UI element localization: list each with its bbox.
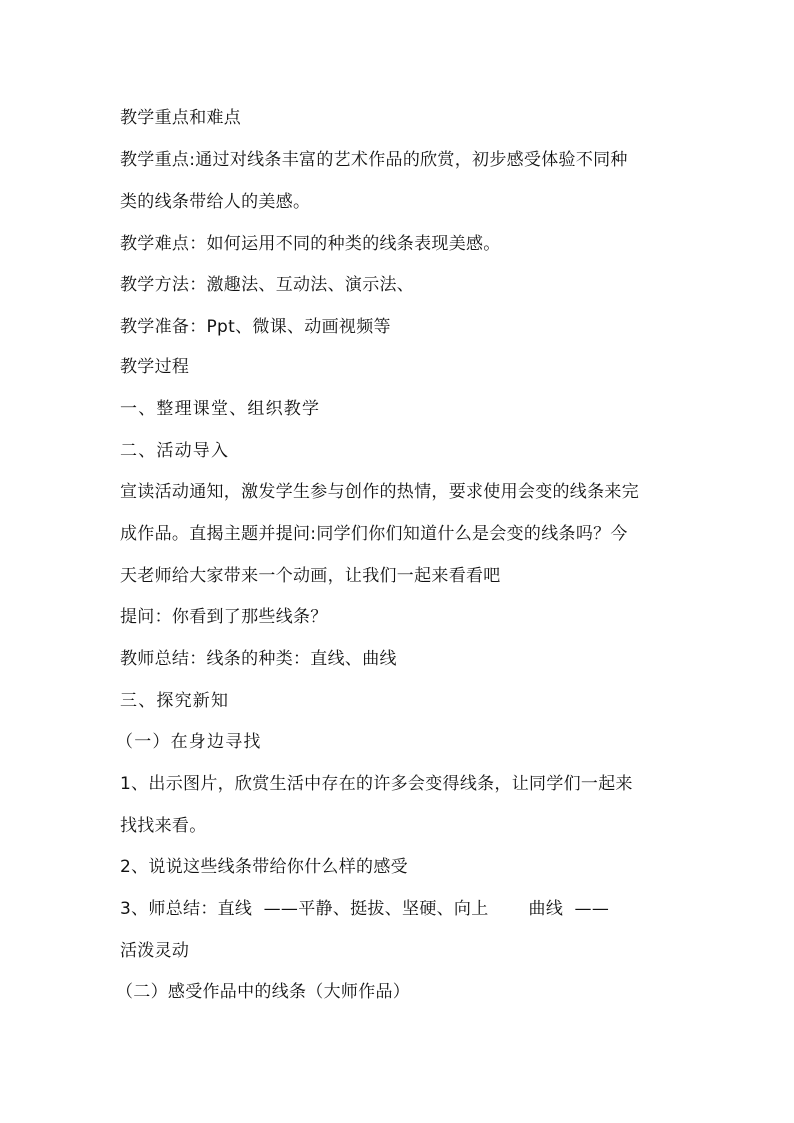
paragraph-methods: 教学方法：激趣法、互动法、演示法、 <box>120 275 415 295</box>
paragraph-teacher-summary: 教师总结：线条的种类：直线、曲线 <box>120 649 397 669</box>
subsection-one-heading: （一）在身边寻找 <box>116 732 262 752</box>
paragraph-activity-cont2: 天老师给大家带来一个动画，让我们一起来看看吧 <box>120 566 501 586</box>
item-3-straight-lines: 3、师总结：直线 ——平静、挺拔、坚硬、向上 <box>120 899 489 919</box>
item-1-cont: 找找来看。 <box>120 816 207 836</box>
paragraph-activity: 宣读活动通知，激发学生参与创作的热情，要求使用会变的线条来完 <box>120 482 639 502</box>
paragraph-preparation: 教学准备：Ppt、微课、动画视频等 <box>120 317 391 337</box>
section-two-heading: 二、活动导入 <box>120 441 230 461</box>
paragraph-key-point: 教学重点:通过对线条丰富的艺术作品的欣赏，初步感受体验不同种 <box>120 150 628 170</box>
heading-key-points: 教学重点和难点 <box>120 108 242 128</box>
item-3-curved-lines: 曲线 —— <box>528 899 610 919</box>
paragraph-question: 提问：你看到了那些线条？ <box>120 607 328 627</box>
section-one-heading: 一、整理课堂、组织教学 <box>120 399 321 419</box>
heading-process: 教学过程 <box>120 357 190 377</box>
paragraph-difficulty: 教学难点：如何运用不同的种类的线条表现美感。 <box>120 234 501 254</box>
item-2: 2、说说这些线条带给你什么样的感受 <box>120 857 408 877</box>
item-3-cont: 活泼灵动 <box>120 941 190 961</box>
paragraph-activity-cont1: 成作品。直揭主题并提问:同学们你们知道什么是会变的线条吗？今 <box>120 524 628 544</box>
paragraph-key-point-cont: 类的线条带给人的美感。 <box>120 192 311 212</box>
subsection-two-heading: （二）感受作品中的线条（大师作品） <box>116 982 411 1002</box>
item-1: 1、出示图片，欣赏生活中存在的许多会变得线条，让同学们一起来 <box>120 774 633 794</box>
item-3 <box>120 898 680 920</box>
section-three-heading: 三、探究新知 <box>120 691 230 711</box>
